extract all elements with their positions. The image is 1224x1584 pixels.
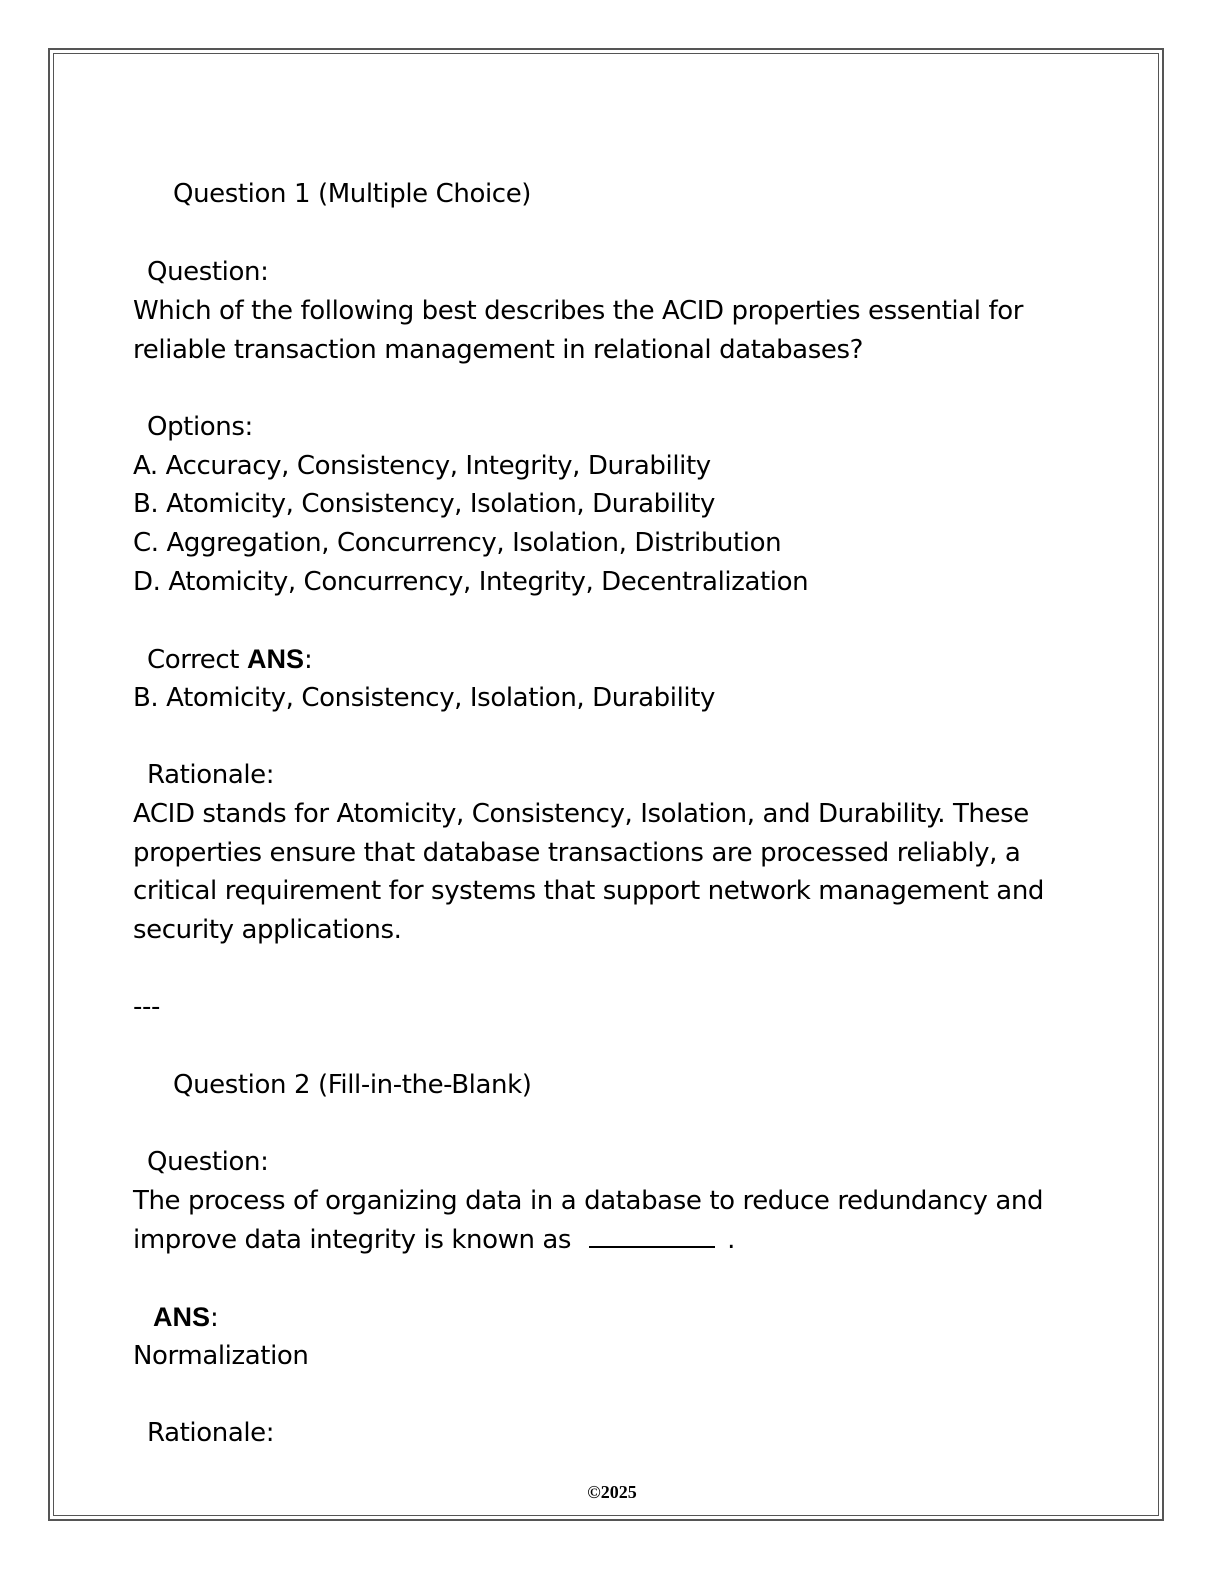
question-1-label: Question: <box>147 257 269 287</box>
ans-word: ANS <box>153 1302 211 1332</box>
option-a: A. Accuracy, Consistency, Integrity, Durability <box>133 451 711 481</box>
options-label: Options: <box>147 412 253 442</box>
rationale-line: critical requirement for systems that support network management and <box>133 876 1045 906</box>
rationale-label: Rationale: <box>147 760 275 790</box>
question-2-text-line: The process of organizing data in a database to reduce redundancy and <box>133 1186 1044 1216</box>
question-1-answer: B. Atomicity, Consistency, Isolation, Durability <box>133 683 715 713</box>
rationale-label: Rationale: <box>147 1418 275 1448</box>
rationale-line: security applications. <box>133 915 402 945</box>
question-2-text-part: improve data integrity is known as <box>133 1225 572 1255</box>
question-2-text-line <box>133 1224 735 1256</box>
rationale-line: ACID stands for Atomicity, Consistency, Isolation, and Durability. These <box>133 799 1029 829</box>
answer-label <box>153 1301 218 1334</box>
question-2-heading: Question 2 (Fill-in-the-Blank) <box>173 1070 532 1100</box>
fill-in-blank <box>589 1224 715 1248</box>
question-2-answer: Normalization <box>133 1341 309 1371</box>
question-2-label: Question: <box>147 1147 269 1177</box>
ans-word: ANS <box>246 644 304 674</box>
question-1-heading: Question 1 (Multiple Choice) <box>173 179 532 209</box>
section-separator: --- <box>133 992 160 1022</box>
question-2-end: . <box>727 1225 735 1255</box>
question-1-text-line: Which of the following best describes the ACID properties essential for <box>133 296 1023 326</box>
rationale-line: properties ensure that database transactions are processed reliably, a <box>133 838 1021 868</box>
correct-answer-label <box>147 643 312 676</box>
correct-prefix: Correct <box>147 645 247 675</box>
ans-colon: : <box>210 1303 219 1333</box>
ans-colon: : <box>303 645 313 675</box>
copyright-footer: ©2025 <box>587 1482 637 1502</box>
option-c: C. Aggregation, Concurrency, Isolation, Distribution <box>133 528 782 558</box>
option-d: D. Atomicity, Concurrency, Integrity, Decentralization <box>133 567 809 597</box>
question-1-text-line: reliable transaction management in relational databases? <box>133 335 864 365</box>
option-b: B. Atomicity, Consistency, Isolation, Durability <box>133 489 715 519</box>
